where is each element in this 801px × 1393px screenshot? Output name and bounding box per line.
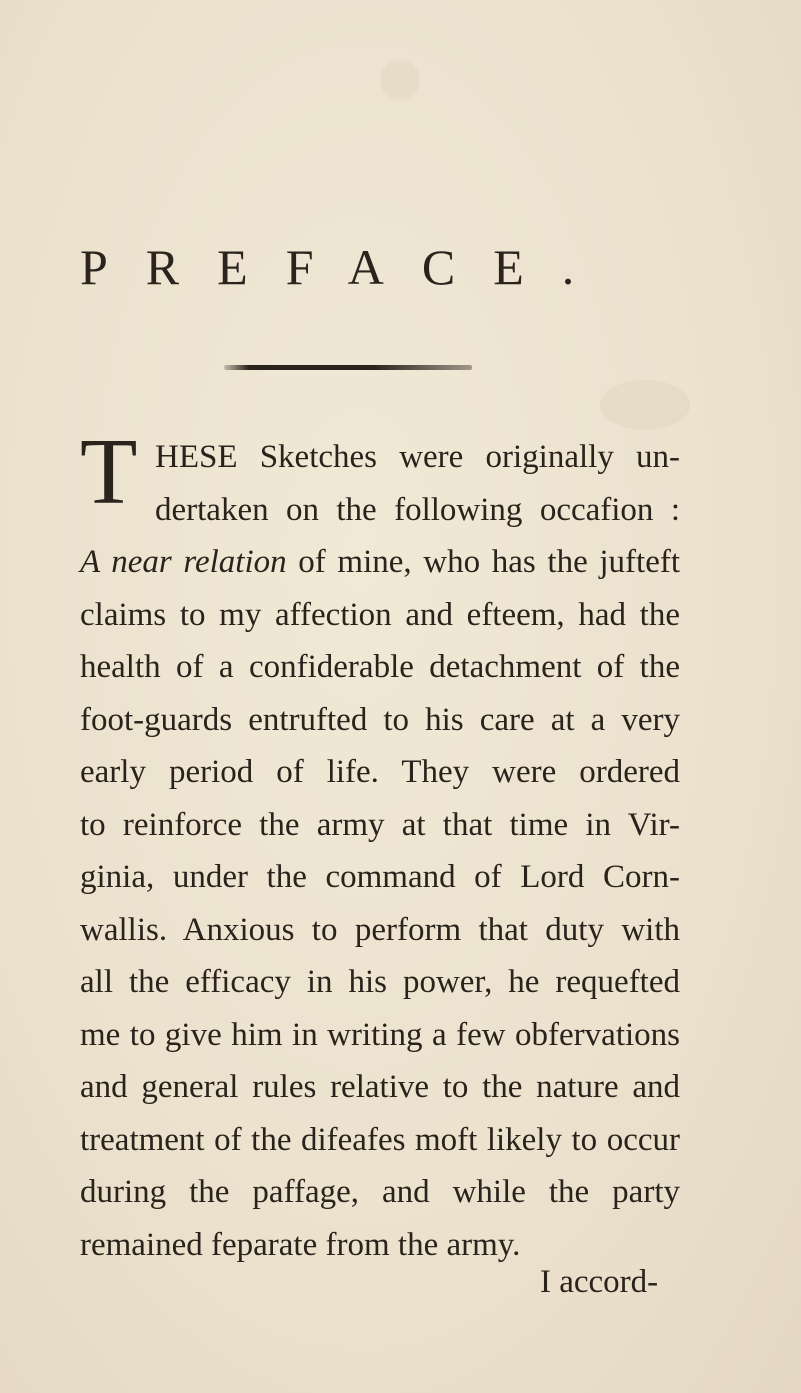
text-line: all the efficacy in his power, he requefted xyxy=(80,964,680,1000)
text-line: during the paffage, and while the party xyxy=(80,1174,680,1210)
text-line: foot-guards entrufted to his care at a very xyxy=(80,701,680,738)
text-line xyxy=(80,536,680,589)
italic-phrase: A near relation xyxy=(80,544,287,580)
text-line: HESE Sketches were originally un- xyxy=(155,439,680,475)
text-line: to reinforce the army at that time in Vir- xyxy=(80,806,680,843)
catchword: I accord- xyxy=(540,1264,659,1300)
paper-stain xyxy=(600,380,690,430)
text-line: early period of life. They were ordered xyxy=(80,754,680,790)
text-line: and general rules relative to the nature and xyxy=(80,1069,680,1105)
text-line: treatment of the difeafes moft likely to occur xyxy=(80,1121,680,1158)
text-line: dertaken on the following occafion : xyxy=(155,491,680,528)
text-line-rest: of mine, who has the jufteft xyxy=(298,544,681,580)
drop-cap: T xyxy=(80,420,138,524)
title-rule xyxy=(224,365,472,370)
text-line: health of a confiderable detachment of the xyxy=(80,649,680,685)
text-line: claims to my affection and efteem, had the xyxy=(80,596,680,633)
text-line: remained feparate from the army. xyxy=(80,1226,521,1263)
text-line: me to give him in writing a few obfervations xyxy=(80,1016,680,1053)
preface-paragraph xyxy=(80,431,680,1271)
text-line: ginia, under the command of Lord Corn- xyxy=(80,859,680,895)
page-title: PREFACE. xyxy=(80,239,613,295)
paper-stain xyxy=(380,60,420,100)
text-line: wallis. Anxious to perform that duty with xyxy=(80,911,680,948)
